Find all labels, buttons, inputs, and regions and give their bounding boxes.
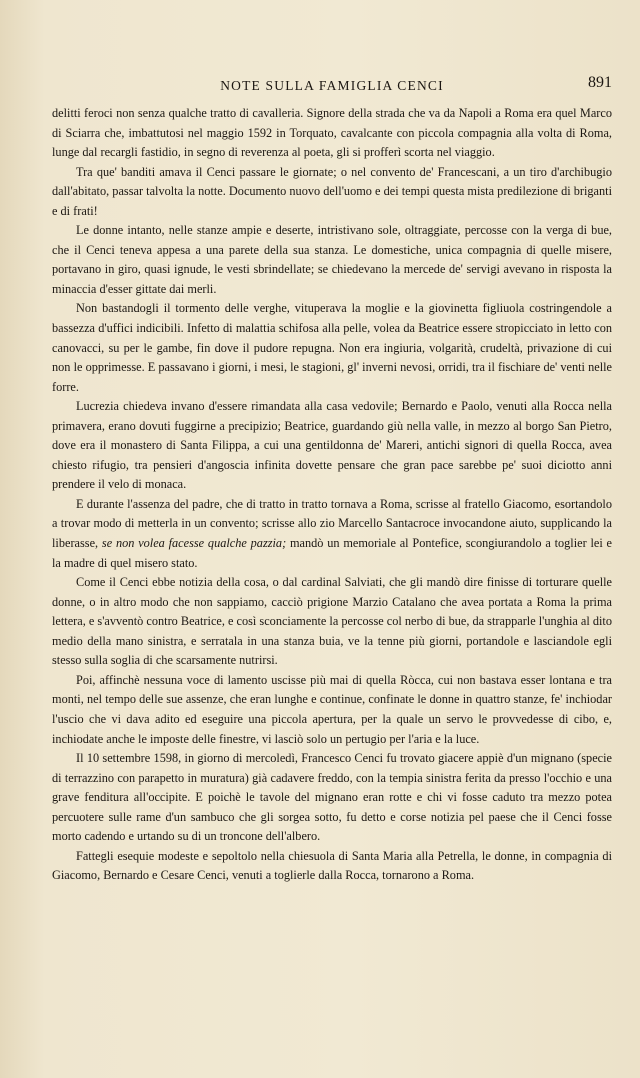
paragraph-6 xyxy=(52,495,612,573)
paragraph-4: Non bastandogli il tormento delle verghe, vituperava la moglie e la giovinetta figliuola costringendole a bassezza d'uffici indicibili. Infetto di malattia schifosa alla pelle, volea da Beatrice essere stropicciato in letto con canovacci, su per le gambe, fin dove il pudore repugna. Non era ingiuria, volgarità, crudeltà, privazione di cui non le opprimesse. E passavano i giorni, i mesi, le stagioni, gl' inverni nevosi, orridi, tra il fischiare de' venti nelle forre. xyxy=(52,301,612,394)
paragraph-7: Come il Cenci ebbe notizia della cosa, o dal cardinal Salviati, che gli mandò dire finisse di torturare quelle donne, o in altro modo che non sappiamo, cacciò prigione Marzio Catalano che avea portata a Roma la prima lettera, e s'avventò contro Beatrice, e così sconciamente la percosse col nerbo di bue, da strapparle l'unghia al dito medio della mano sinistra, e serratala in una stanza buia, ve la tenne più giorni, portandole e lasciandole egli stesso sulla soglia di che scarsamente nutrirsi. xyxy=(52,575,612,668)
paragraph-6-text-before: E durante l'assenza del padre, che di tratto in tratto tornava a Roma, scrisse al fratello Giacomo, esortandolo a trovar modo di metterla in un convento; scrisse allo zio Marcello Santacroce invocandone aiuto, supplicando la liberasse, xyxy=(52,496,612,551)
body-text xyxy=(52,104,612,886)
paragraph-1: delitti feroci non senza qualche tratto di cavalleria. Signore della strada che va da Napoli a Roma era quel Marco di Sciarra che, imbattutosi nel maggio 1592 in Torquato, cavalcante con piccola compagnia alla volta di Roma, lunge dal recargli fastidio, in segno di reverenza al poeta, gli si profferì scorta nel viaggio. xyxy=(52,106,612,160)
paragraph-8: Poi, affinchè nessuna voce di lamento uscisse più mai di quella Ròcca, cui non bastava esser lontana e tra monti, nel tempo delle sue assenze, che eran lunghe e continue, confinate le donne in quattro stanze, fe' inchiodar l'uscio che vi dava adito ed eseguire una piccola apertura, per la quale un servo le provvedesse di cibo, e, inchiodate anche le imposte delle finestre, vi lasciò solo un pertugio per l'aria e la luce. xyxy=(52,672,612,746)
page-header xyxy=(52,74,612,96)
paragraph-6-text-after: mandò un memoriale al Pontefice, scongiurandolo a toglier lei e la madre di quel misero stato. xyxy=(52,536,613,570)
paragraph-10: Fattegli esequie modeste e sepoltolo nella chiesuola di Santa Maria alla Petrella, le donne, in compagnia di Giacomo, Bernardo e Cesare Cenci, venuti a toglierle dalla Rocca, tornarono a Roma. xyxy=(52,848,612,883)
paragraph-6-italic-quote: se non volea facesse qualche pazzia; xyxy=(101,536,287,551)
running-title: NOTE SULLA FAMIGLIA CENCI xyxy=(220,78,444,93)
paragraph-5: Lucrezia chiedeva invano d'essere rimandata alla casa vedovile; Bernardo e Paolo, venuti alla Rocca nella primavera, erano dovuti fuggirne a precipizio; Beatrice, guardando giù nella valle, in mezzo al borgo San Pietro, dove era il monastero di Santa Filippa, a cui una gentildonna de' Mareri, antichi signori di quella Rocca, avea chiesto rifugio, tra pensieri d'angoscia infinita dovette pensare che gran pace sarebbe pe' suoi diciotto anni prendere il velo di monaca. xyxy=(52,399,612,492)
page-number: 891 xyxy=(588,74,612,91)
paragraph-3: Le donne intanto, nelle stanze ampie e deserte, intristivano sole, oltraggiate, percosse con la verga di bue, che il Cenci teneva appesa a una parete della sua stanza. Le domestiche, unica compagnia di quelle misere, portavano in giro, quasi ignude, le vesti sbrindellate; se chiedevano la mercede de' servigi avevano in risposta la minaccia d'esser gittate dai merli. xyxy=(52,223,612,296)
paragraph-9: Il 10 settembre 1598, in giorno di mercoledì, Francesco Cenci fu trovato giacere appiè d'un mignano (specie di terrazzino con parapetto in muratura) già cadavere freddo, con la tempia sinistra ferita da presso l'occhio e una grave fenditura all'occipite. E poichè le tavole del mignano eran rotte e chi vi fosse caduto tra mezzo potea percuotere sulle rame d'un sambuco che gli sorgea sotto, fu detto e corse notizia pel paese che il Cenci fosse morto cadendo e urtando su di un troncone dell'albero. xyxy=(52,751,612,844)
paragraph-2: Tra que' banditi amava il Cenci passare le giornate; o nel convento de' Francescani, a un tiro d'archibugio dall'abitato, passar talvolta la notte. Documento nuovo dell'uomo e dei tempi questa mista predilezione di briganti e di frati! xyxy=(52,164,612,218)
